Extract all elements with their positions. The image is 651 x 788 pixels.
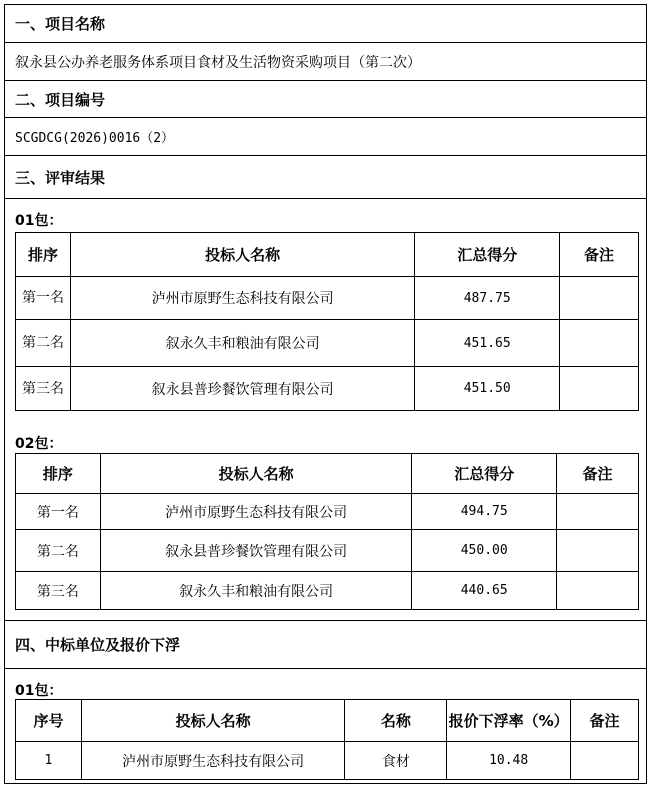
score-cell: 450.00 bbox=[412, 530, 557, 572]
note-cell bbox=[560, 367, 639, 411]
column-header: 备注 bbox=[557, 454, 639, 494]
bidder-name-cell: 泸州市原野生态科技有限公司 bbox=[70, 277, 414, 320]
rank-cell: 第三名 bbox=[16, 572, 101, 610]
rank-cell: 第一名 bbox=[16, 494, 101, 530]
column-header: 名称 bbox=[345, 700, 447, 742]
note-cell bbox=[557, 530, 639, 572]
serial-no-cell: 1 bbox=[16, 742, 82, 780]
bidder-name-cell: 叙永久丰和粮油有限公司 bbox=[70, 320, 414, 367]
column-header: 汇总得分 bbox=[412, 454, 557, 494]
winner-table-pkg1 bbox=[15, 699, 639, 780]
project-name: 叙永县公办养老服务体系项目食材及生活物资采购项目（第二次） bbox=[5, 43, 646, 81]
note-cell bbox=[557, 572, 639, 610]
score-cell: 451.65 bbox=[415, 320, 560, 367]
score-cell: 487.75 bbox=[415, 277, 560, 320]
package-label: 02包： bbox=[15, 436, 63, 452]
table-row bbox=[16, 742, 639, 780]
rank-cell: 第二名 bbox=[16, 530, 101, 572]
section-heading-project-name: 一、项目名称 bbox=[5, 5, 646, 43]
column-header: 投标人名称 bbox=[100, 454, 411, 494]
column-header: 序号 bbox=[16, 700, 82, 742]
bidder-name-cell: 泸州市原野生态科技有限公司 bbox=[100, 494, 411, 530]
table-row bbox=[16, 277, 639, 320]
discount-rate-cell: 10.48 bbox=[447, 742, 571, 780]
table-header-row bbox=[16, 233, 639, 277]
rank-cell: 第三名 bbox=[16, 367, 71, 411]
note-cell bbox=[571, 742, 639, 780]
table-row bbox=[16, 572, 639, 610]
table-header-row bbox=[16, 700, 639, 742]
announcement-frame bbox=[4, 4, 647, 784]
table-header-row bbox=[16, 454, 639, 494]
score-cell: 494.75 bbox=[412, 494, 557, 530]
note-cell bbox=[560, 320, 639, 367]
rank-cell: 第一名 bbox=[16, 277, 71, 320]
bidder-name-cell: 泸州市原野生态科技有限公司 bbox=[81, 742, 345, 780]
note-cell bbox=[560, 277, 639, 320]
rank-cell: 第二名 bbox=[16, 320, 71, 367]
score-cell: 451.50 bbox=[415, 367, 560, 411]
section-heading-winner: 四、中标单位及报价下浮 bbox=[5, 620, 646, 669]
column-header: 汇总得分 bbox=[415, 233, 560, 277]
table-row bbox=[16, 367, 639, 411]
column-header: 备注 bbox=[571, 700, 639, 742]
package-label: 01包： bbox=[15, 683, 63, 699]
column-header: 排序 bbox=[16, 454, 101, 494]
score-cell: 440.65 bbox=[412, 572, 557, 610]
section-heading-review: 三、评审结果 bbox=[5, 156, 646, 199]
package-label: 01包： bbox=[15, 213, 63, 229]
review-table-pkg1 bbox=[15, 232, 639, 411]
bidder-name-cell: 叙永县普珍餐饮管理有限公司 bbox=[100, 530, 411, 572]
column-header: 备注 bbox=[560, 233, 639, 277]
column-header: 投标人名称 bbox=[81, 700, 345, 742]
column-header: 报价下浮率（%） bbox=[447, 700, 571, 742]
item-name-cell: 食材 bbox=[345, 742, 447, 780]
table-row bbox=[16, 530, 639, 572]
bidder-name-cell: 叙永久丰和粮油有限公司 bbox=[100, 572, 411, 610]
project-no: SCGDCG(2026)0016（2） bbox=[5, 118, 646, 156]
note-cell bbox=[557, 494, 639, 530]
bidder-name-cell: 叙永县普珍餐饮管理有限公司 bbox=[70, 367, 414, 411]
section-heading-project-no: 二、项目编号 bbox=[5, 81, 646, 118]
review-table-pkg2 bbox=[15, 453, 639, 610]
column-header: 投标人名称 bbox=[70, 233, 414, 277]
table-row bbox=[16, 320, 639, 367]
table-row bbox=[16, 494, 639, 530]
column-header: 排序 bbox=[16, 233, 71, 277]
